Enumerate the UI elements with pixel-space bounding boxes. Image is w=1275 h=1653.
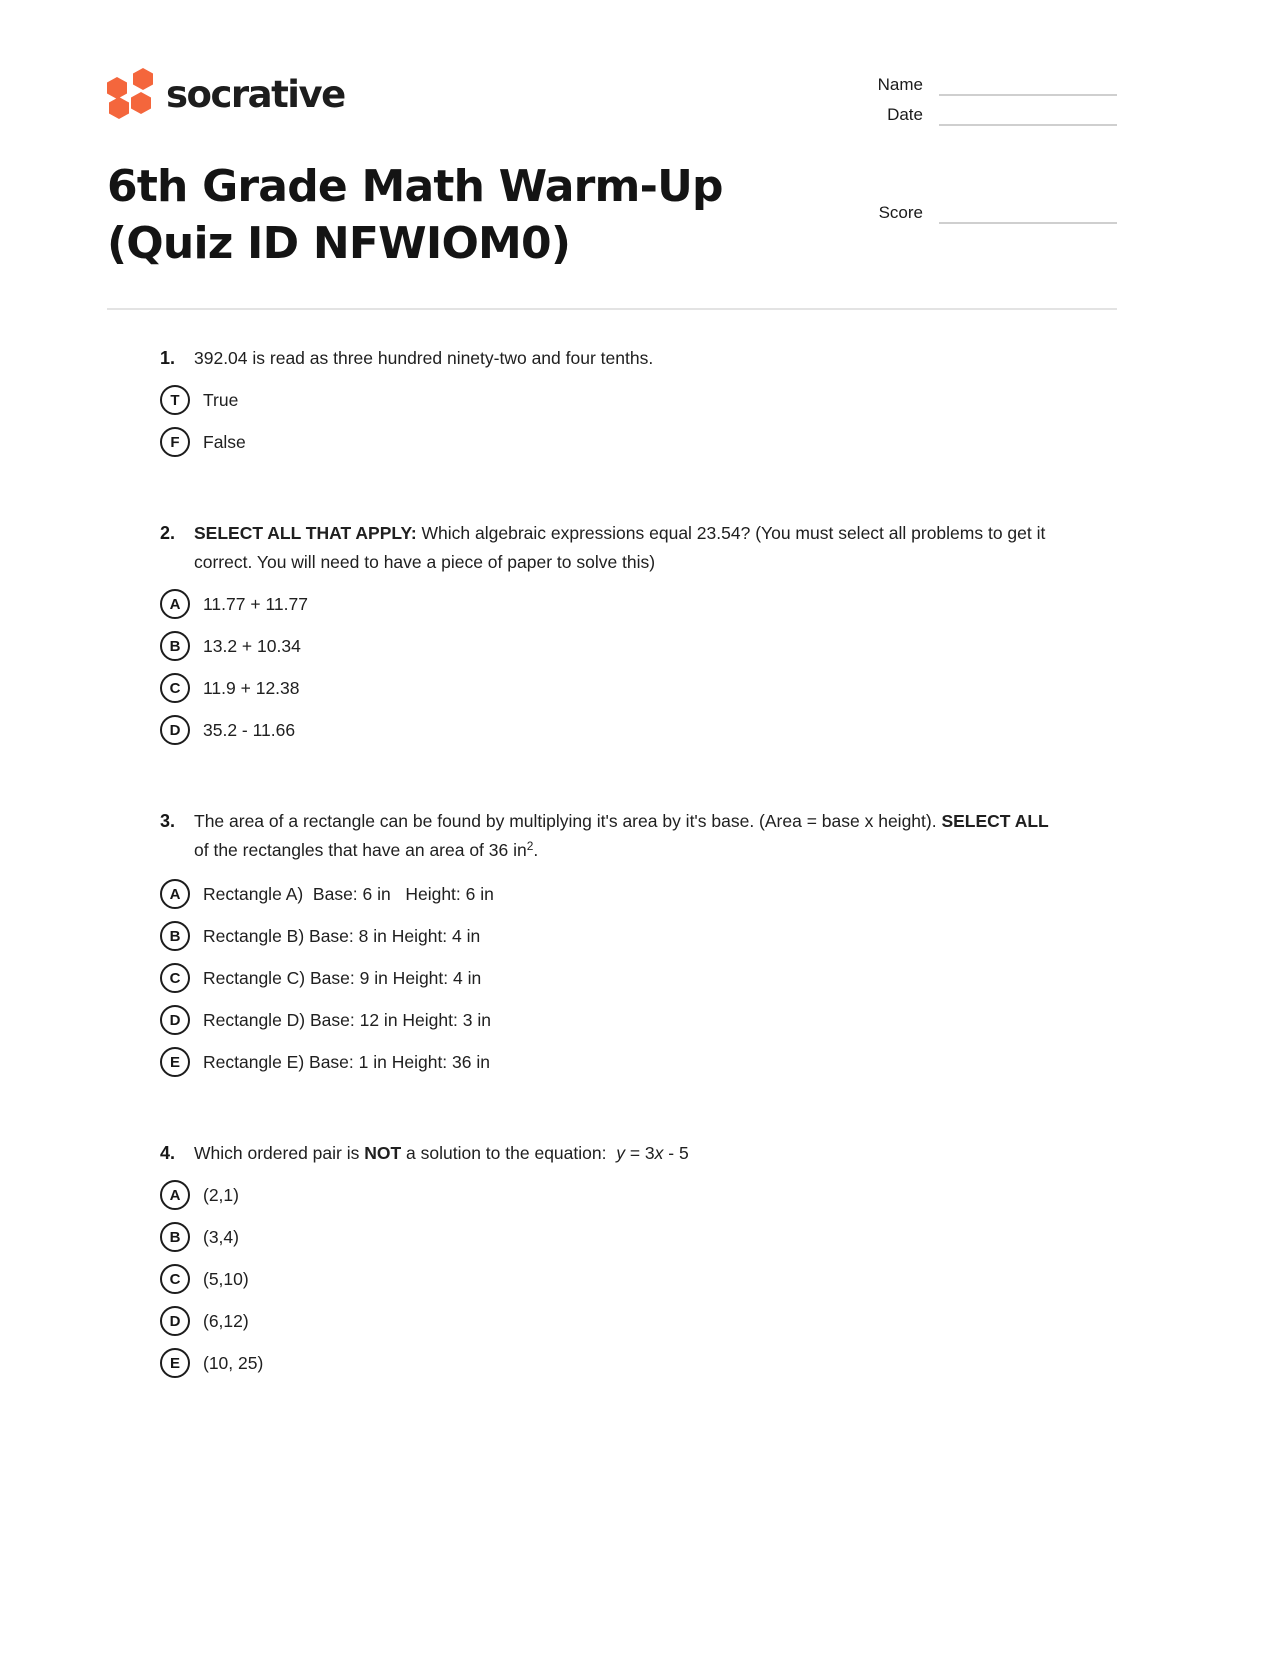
prompt-segment: The area of a rectangle can be found by multiplying it's area by it's base. (Area = base x height). <box>194 811 942 832</box>
option-letter-bubble: F <box>160 427 190 457</box>
question-2-head <box>160 519 1117 577</box>
quiz-title: 6th Grade Math Warm-Up (Quiz ID NFWIOM0) <box>107 161 723 270</box>
question-4 <box>160 1139 1117 1378</box>
option-row <box>160 1222 1117 1252</box>
hexagon-icon <box>109 97 129 119</box>
prompt-segment: x <box>654 1143 664 1164</box>
date-field-row <box>865 102 1117 126</box>
question-3-head <box>160 807 1117 867</box>
question-number: 1. <box>160 348 176 369</box>
name-field-row <box>865 72 1117 96</box>
logo-wordmark: socrative <box>166 72 345 116</box>
option-label: (3,4) <box>203 1226 239 1247</box>
option-label: Rectangle D) Base: 12 in Height: 3 in <box>203 1009 491 1030</box>
option-label: (2,1) <box>203 1184 239 1205</box>
option-letter-bubble: E <box>160 1348 190 1378</box>
prompt-segment: NOT <box>364 1143 402 1164</box>
prompt-segment: 392.04 is read as three hundred ninety-two and four tenths. <box>194 348 654 369</box>
option-letter-bubble: D <box>160 1005 190 1035</box>
header-divider <box>107 308 1117 310</box>
option-row <box>160 879 1117 909</box>
question-1-head <box>160 344 1117 373</box>
question-prompt <box>194 344 653 373</box>
option-row <box>160 673 1117 703</box>
option-row <box>160 1005 1117 1035</box>
option-row <box>160 427 1117 457</box>
option-label: Rectangle E) Base: 1 in Height: 36 in <box>203 1051 490 1072</box>
prompt-segment: SELECT ALL <box>941 811 1049 832</box>
option-row <box>160 631 1117 661</box>
socrative-logo <box>107 68 345 120</box>
name-blank-line <box>939 76 1117 96</box>
option-row <box>160 1264 1117 1294</box>
question-prompt <box>194 1139 689 1168</box>
name-date-fields <box>865 60 1117 132</box>
question-1 <box>160 344 1117 457</box>
prompt-segment: Which ordered pair is <box>194 1143 365 1164</box>
option-label: 11.77 + 11.77 <box>203 593 308 614</box>
question-2 <box>160 519 1117 745</box>
option-row <box>160 1306 1117 1336</box>
option-label: False <box>203 431 246 452</box>
prompt-segment: Which algebraic expressions equal 23.54? (You must select all problems to get it correct. You will need to have a piece of paper to solve this) <box>194 523 1051 573</box>
score-blank-line <box>939 204 1117 224</box>
question-3-options <box>160 879 1117 1077</box>
option-label: Rectangle B) Base: 8 in Height: 4 in <box>203 925 481 946</box>
prompt-segment: y <box>616 1143 625 1164</box>
socrative-hexagons-icon <box>107 68 153 120</box>
option-row <box>160 921 1117 951</box>
question-prompt <box>194 807 1056 867</box>
option-row <box>160 715 1117 745</box>
question-number: 4. <box>160 1143 176 1164</box>
option-label: Rectangle A) Base: 6 in Height: 6 in <box>203 883 494 904</box>
option-letter-bubble: C <box>160 1264 190 1294</box>
prompt-segment: SELECT ALL THAT APPLY: <box>194 523 417 544</box>
option-row <box>160 1348 1117 1378</box>
prompt-segment: 2 <box>526 839 534 854</box>
name-label: Name <box>877 75 923 94</box>
option-label: 11.9 + 12.38 <box>203 677 300 698</box>
date-label: Date <box>887 105 923 124</box>
date-blank-line <box>939 106 1117 126</box>
option-row <box>160 963 1117 993</box>
option-letter-bubble: T <box>160 385 190 415</box>
question-number: 2. <box>160 523 176 544</box>
option-letter-bubble: B <box>160 1222 190 1252</box>
question-list <box>160 344 1117 1378</box>
prompt-segment: . <box>533 840 539 861</box>
option-row <box>160 589 1117 619</box>
prompt-segment: of the rectangles that have an area of 36 in <box>194 811 1054 861</box>
option-label: 13.2 + 10.34 <box>203 635 301 656</box>
option-letter-bubble: E <box>160 1047 190 1077</box>
option-label: True <box>203 389 239 410</box>
page-header <box>107 60 1117 132</box>
option-row <box>160 1180 1117 1210</box>
prompt-segment: a solution to the equation: <box>401 1143 617 1164</box>
option-label: Rectangle C) Base: 9 in Height: 4 in <box>203 967 482 988</box>
option-letter-bubble: C <box>160 963 190 993</box>
score-field <box>865 158 1117 272</box>
hexagon-icon <box>107 77 127 99</box>
score-label: Score <box>878 203 923 222</box>
option-letter-bubble: A <box>160 879 190 909</box>
title-row <box>107 158 1117 272</box>
prompt-segment: = 3 <box>624 1143 655 1164</box>
option-label: (6,12) <box>203 1310 249 1331</box>
option-letter-bubble: D <box>160 1306 190 1336</box>
option-row <box>160 1047 1117 1077</box>
option-label: 35.2 - 11.66 <box>203 719 296 740</box>
option-row <box>160 385 1117 415</box>
option-letter-bubble: A <box>160 1180 190 1210</box>
option-label: (10, 25) <box>203 1352 264 1373</box>
question-2-options <box>160 589 1117 745</box>
option-letter-bubble: A <box>160 589 190 619</box>
question-3 <box>160 807 1117 1077</box>
question-prompt <box>194 519 1056 577</box>
option-label: (5,10) <box>203 1268 249 1289</box>
hexagon-icon <box>133 68 153 90</box>
hexagon-icon <box>131 92 151 114</box>
question-1-options <box>160 385 1117 457</box>
question-4-head <box>160 1139 1117 1168</box>
option-letter-bubble: B <box>160 921 190 951</box>
option-letter-bubble: B <box>160 631 190 661</box>
prompt-segment: - 5 <box>663 1143 689 1164</box>
score-field-row <box>865 200 1117 224</box>
question-4-options <box>160 1180 1117 1378</box>
option-letter-bubble: C <box>160 673 190 703</box>
question-number: 3. <box>160 811 176 832</box>
option-letter-bubble: D <box>160 715 190 745</box>
